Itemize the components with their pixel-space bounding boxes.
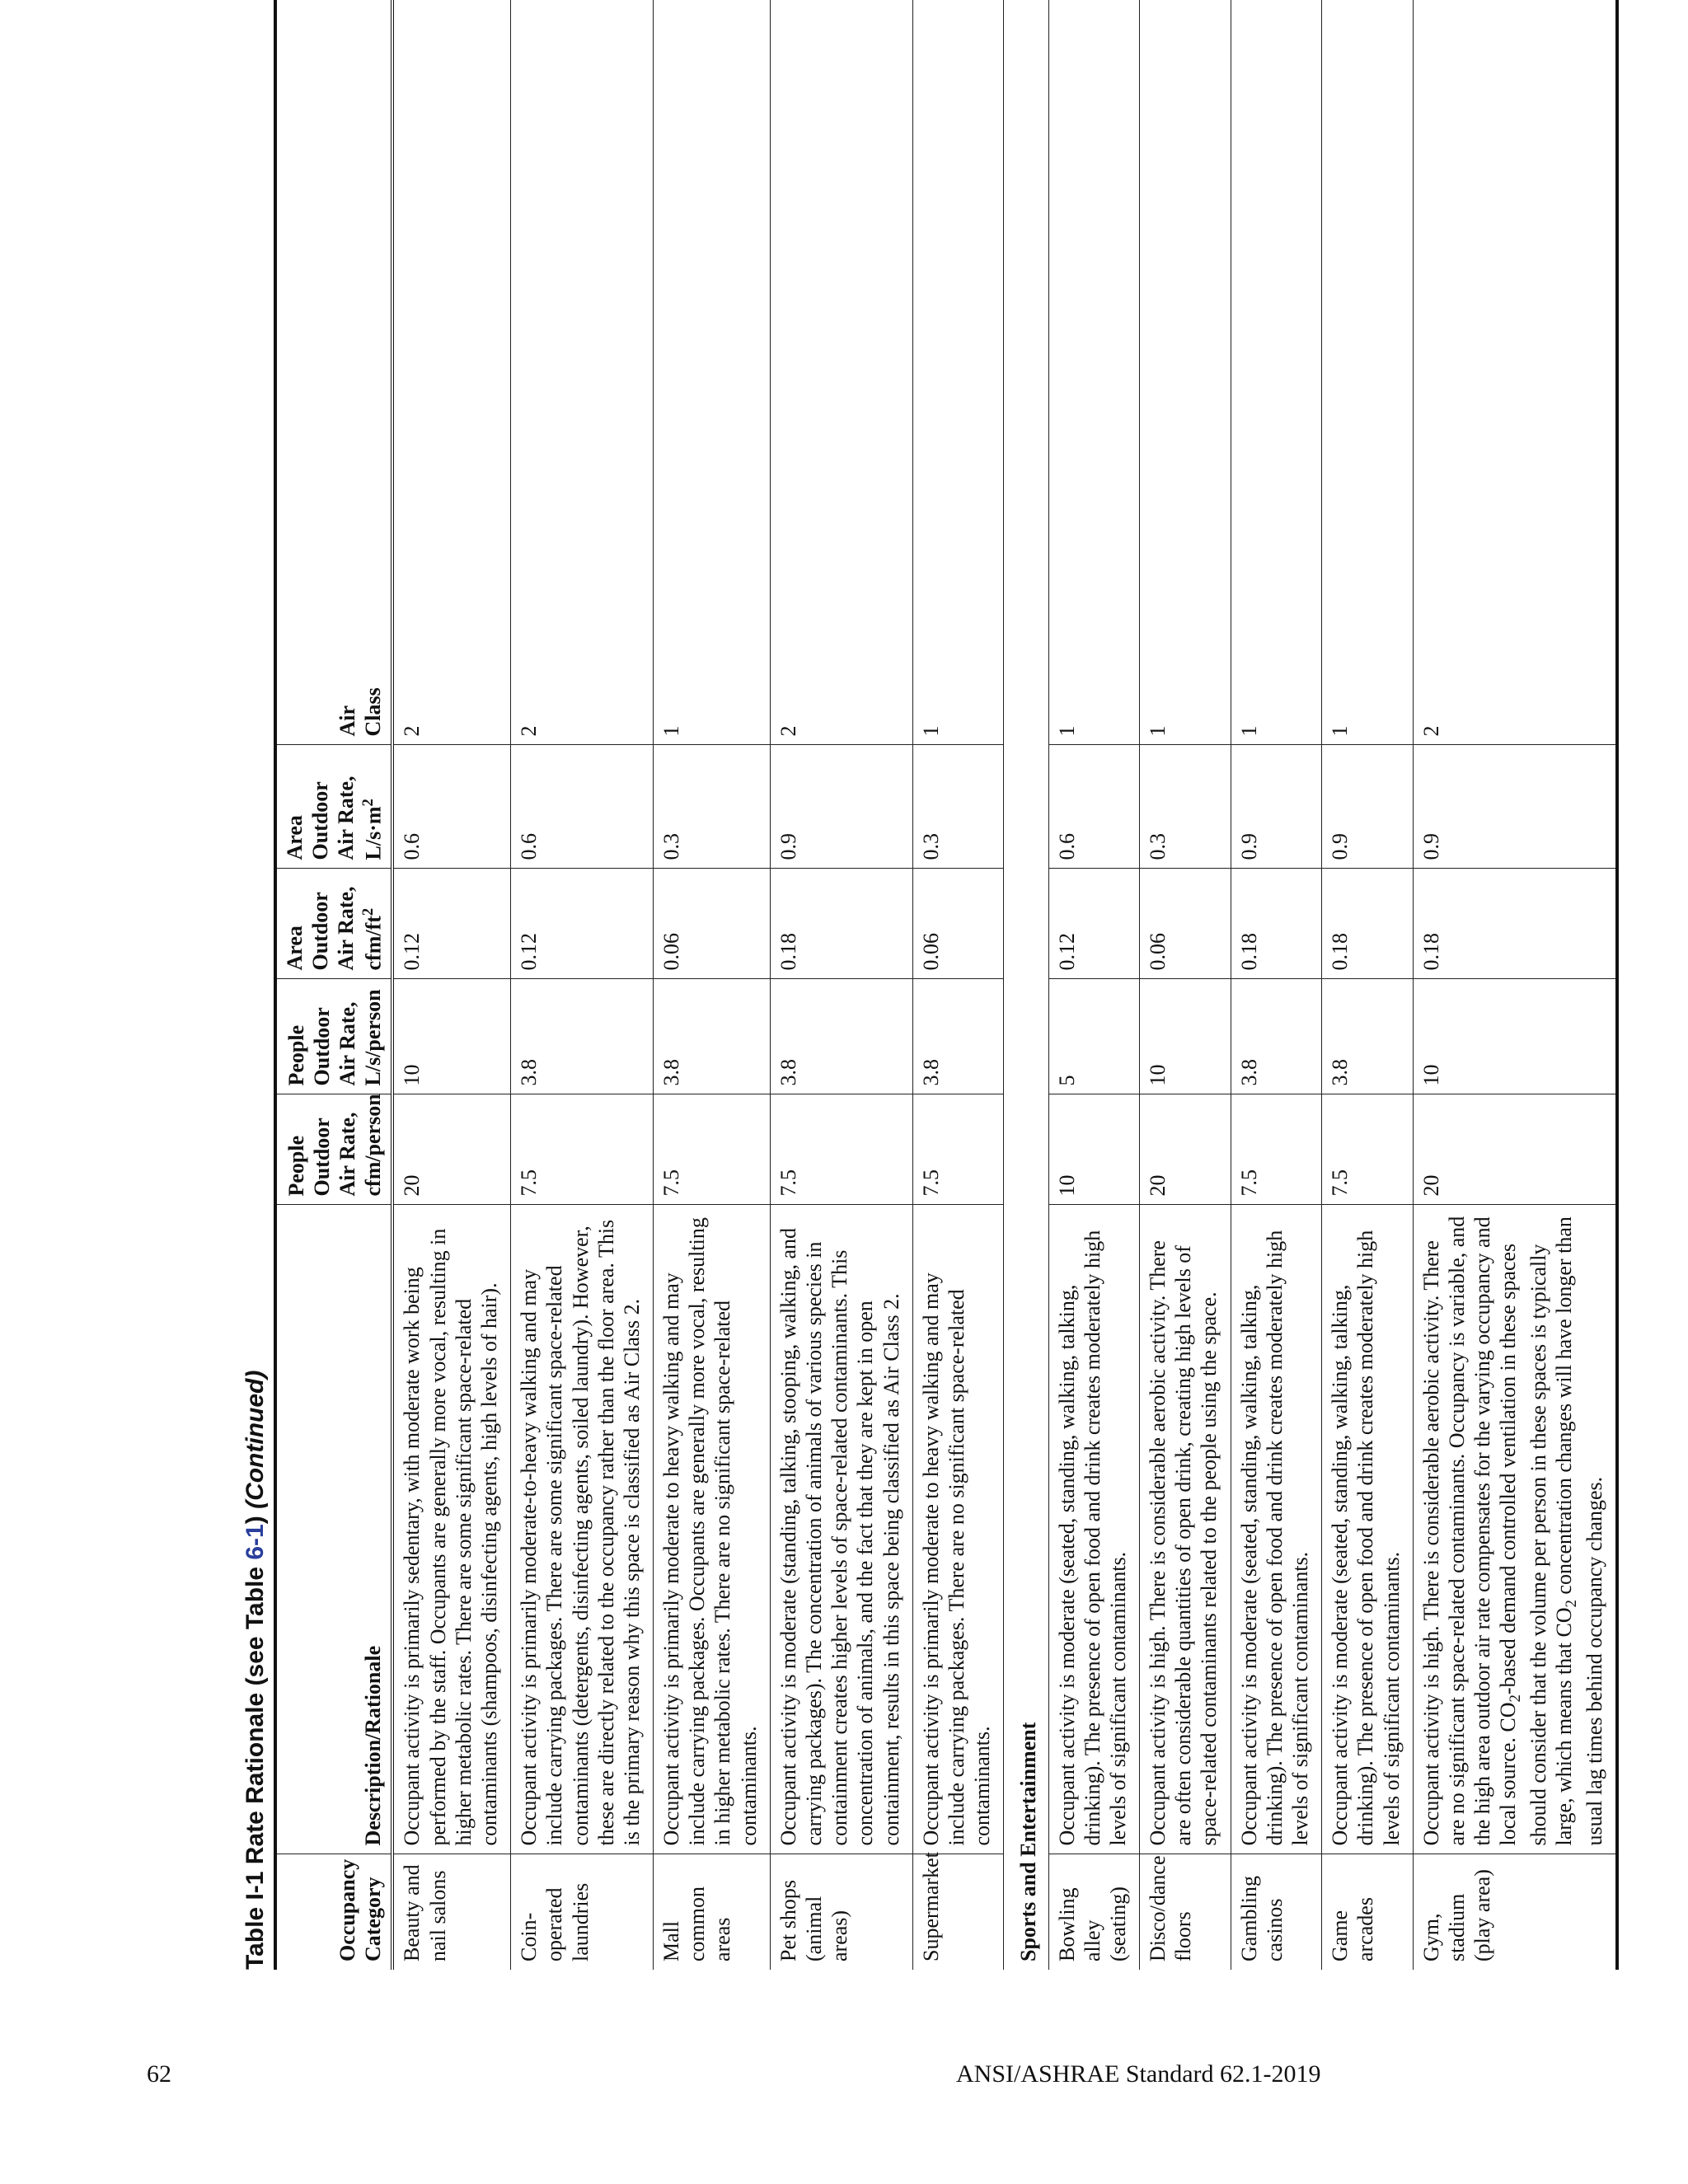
area-cfm-cell: 0.18: [1322, 869, 1414, 979]
page-number: 62: [147, 2060, 171, 2088]
area-cfm-cell: 0.18: [1413, 869, 1617, 979]
area-ls-cell: 0.3: [654, 745, 771, 869]
people-ls-cell: 3.8: [1231, 979, 1322, 1094]
occupancy-cell: Disco/dance floors: [1140, 1854, 1231, 1970]
air-class-cell: 1: [1231, 0, 1322, 745]
header-occupancy: Occupancy Category: [275, 1854, 392, 1970]
table-row: [392, 0, 510, 1970]
table-title: [241, 1371, 270, 1970]
area-cfm-cell: 0.12: [1048, 869, 1140, 979]
table-title-text: Table I-1 Rate Rationale (see Table: [241, 1559, 269, 1970]
section-heading-sports: Sports and Entertainment: [1004, 0, 1048, 1970]
occupancy-cell: Gym, stadium (play area): [1413, 1854, 1617, 1970]
air-class-cell: 2: [1413, 0, 1617, 745]
air-class-cell: 1: [912, 0, 1004, 745]
description-cell: Occupant activity is primarily sedentary, with moderate work being performed by the staff. Occupants are generally more vocal, resulting in higher metabolic rates. There are some significant space-related contaminants (shampoos, disinfecting agents, high levels of hair).: [392, 1205, 510, 1854]
table-row: [511, 0, 654, 1970]
table-row: [1322, 0, 1414, 1970]
table-ref-link[interactable]: 6-1: [241, 1524, 269, 1560]
area-cfm-cell: 0.06: [654, 869, 771, 979]
area-ls-cell: 0.9: [1231, 745, 1322, 869]
occupancy-cell: Supermarket: [912, 1854, 1004, 1970]
air-class-cell: 1: [1322, 0, 1414, 745]
area-ls-cell: 0.6: [511, 745, 654, 869]
description-cell: Occupant activity is primarily moderate to heavy walking and may include carrying packages. There are no significant space-related contaminants.: [912, 1205, 1004, 1854]
area-ls-cell: 0.9: [1322, 745, 1414, 869]
occupancy-cell: Game arcades: [1322, 1854, 1414, 1970]
table-row: [654, 0, 771, 1970]
area-cfm-cell: 0.18: [770, 869, 912, 979]
people-cfm-cell: 7.5: [1322, 1094, 1414, 1205]
header-row: [275, 0, 392, 1970]
description-cell: Occupant activity is moderate (seated, standing, walking, talking, drinking). The presence of open food and drink creates moderately high levels of significant contaminants.: [1231, 1205, 1322, 1854]
description-cell: Occupant activity is high. There is considerable aerobic activity. There are no significant space-related contaminants. Occupancy is variable, and the high area outdoor air rate compensates for the varying occupancy and local source. $CO_2$-based demand controlled ventilation in these spaces should consider that the volume per person in these spaces is typically large, which means that $CO_2$ concentration changes will have longer than usual lag times behind occupancy changes.: [1413, 1205, 1617, 1854]
air-class-cell: 2: [511, 0, 654, 745]
people-cfm-cell: 7.5: [654, 1094, 771, 1205]
area-cfm-cell: 0.06: [912, 869, 1004, 979]
people-cfm-cell: 7.5: [511, 1094, 654, 1205]
rotated-table-block: [241, 0, 1606, 1970]
table-row: [1048, 0, 1140, 1970]
people-cfm-cell: 10: [1048, 1094, 1140, 1205]
people-cfm-cell: 7.5: [770, 1094, 912, 1205]
description-cell: Occupant activity is moderate (seated, standing, walking, talking, drinking). The presence of open food and drink creates moderately high levels of significant contaminants.: [1048, 1205, 1140, 1854]
table-row: [1140, 0, 1231, 1970]
occupancy-cell: Beauty and nail salons: [392, 1854, 510, 1970]
people-cfm-cell: 20: [392, 1094, 510, 1205]
description-cell: Occupant activity is moderate (seated, standing, walking, talking, drinking). The presence of open food and drink creates moderately high levels of significant contaminants.: [1322, 1205, 1414, 1854]
people-ls-cell: 3.8: [1322, 979, 1414, 1094]
people-ls-cell: 5: [1048, 979, 1140, 1094]
table-row: [912, 0, 1004, 1970]
occupancy-cell: Bowling alley (seating): [1048, 1854, 1140, 1970]
header-people-ls: People Outdoor Air Rate, L/s/person: [275, 979, 392, 1094]
air-class-cell: 2: [770, 0, 912, 745]
header-air-class: Air Class: [275, 0, 392, 745]
air-class-cell: 1: [654, 0, 771, 745]
occupancy-cell: Coin-operated laundries: [511, 1854, 654, 1970]
header-area-ls: Area Outdoor Air Rate, $L/s\cdot m^2$: [275, 745, 392, 869]
occupancy-cell: Gambling casinos: [1231, 1854, 1322, 1970]
table-title-close: ): [241, 1516, 269, 1525]
area-ls-cell: 0.6: [392, 745, 510, 869]
description-cell: Occupant activity is primarily moderate to heavy walking and may include carrying packages. Occupants are generally more vocal, resulting in higher metabolic rates. There are no significant space-related contaminants.: [654, 1205, 771, 1854]
people-ls-cell: 3.8: [511, 979, 654, 1094]
people-ls-cell: 10: [1413, 979, 1617, 1094]
area-ls-cell: 0.9: [1413, 745, 1617, 869]
table-title-continued: (Continued): [241, 1370, 269, 1509]
area-ls-cell: 0.3: [1140, 745, 1231, 869]
footer-standard-title: ANSI/ASHRAE Standard 62.1-2019: [956, 2060, 1321, 2088]
people-cfm-cell: 20: [1140, 1094, 1231, 1205]
table-row: [1231, 0, 1322, 1970]
air-class-cell: 2: [392, 0, 510, 745]
header-area-cfm: Area Outdoor Air Rate, cfm/$ft^2$: [275, 869, 392, 979]
people-ls-cell: 3.8: [770, 979, 912, 1094]
occupancy-cell: Mall common areas: [654, 1854, 771, 1970]
table-row: [770, 0, 912, 1970]
people-cfm-cell: 20: [1413, 1094, 1617, 1205]
people-ls-cell: 10: [1140, 979, 1231, 1094]
area-ls-cell: 0.6: [1048, 745, 1140, 869]
area-ls-cell: 0.9: [770, 745, 912, 869]
occupancy-cell: Pet shops (animal areas): [770, 1854, 912, 1970]
people-ls-cell: 10: [392, 979, 510, 1094]
area-cfm-cell: 0.06: [1140, 869, 1231, 979]
area-ls-cell: 0.3: [912, 745, 1004, 869]
area-cfm-cell: 0.12: [511, 869, 654, 979]
header-people-cfm: People Outdoor Air Rate, cfm/person: [275, 1094, 392, 1205]
header-description: Description/Rationale: [275, 1205, 392, 1854]
air-class-cell: 1: [1140, 0, 1231, 745]
people-cfm-cell: 7.5: [1231, 1094, 1322, 1205]
people-ls-cell: 3.8: [912, 979, 1004, 1094]
table-row: [1413, 0, 1617, 1970]
area-cfm-cell: 0.12: [392, 869, 510, 979]
description-cell: Occupant activity is primarily moderate-to-heavy walking and may include carrying packages. There are some significant space-related contaminants (detergents, disinfecting agents, soiled laundry). However, these are directly related to the occupancy rather than the floor area. This is the primary reason why this space is classified as Air Class 2.: [511, 1205, 654, 1854]
area-cfm-cell: 0.18: [1231, 869, 1322, 979]
description-cell: Occupant activity is high. There is considerable aerobic activity. There are often considerable quantities of open drink, creating high levels of space-related contaminants related to the people using the space.: [1140, 1205, 1231, 1854]
description-cell: Occupant activity is moderate (standing, talking, stooping, walking, and carrying packages). The concentration of animals of various species in containment creates higher levels of space-related contaminants. This concentration of animals, and the fact that they are kept in open containment, results in this space being classified as Air Class 2.: [770, 1205, 912, 1854]
air-class-cell: 1: [1048, 0, 1140, 745]
rate-rationale-table: [274, 0, 1619, 1970]
people-ls-cell: 3.8: [654, 979, 771, 1094]
section-row: [1004, 0, 1048, 1970]
people-cfm-cell: 7.5: [912, 1094, 1004, 1205]
